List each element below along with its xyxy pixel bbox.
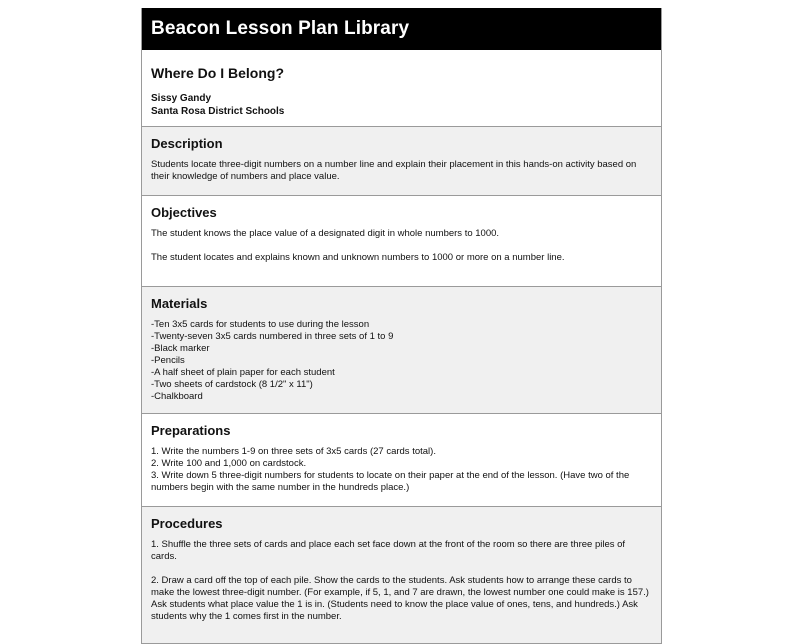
procedures-heading: Procedures <box>151 516 223 531</box>
lesson-school: Santa Rosa District Schools <box>151 106 285 117</box>
materials-item: -Chalkboard <box>151 391 203 402</box>
preparations-section <box>142 414 661 507</box>
procedures-section <box>142 507 661 644</box>
objectives-heading: Objectives <box>151 205 217 220</box>
preparation-step: 1. Write the numbers 1-9 on three sets of 3x5 cards (27 cards total). <box>151 446 436 457</box>
objective-item: The student knows the place value of a designated digit in whole numbers to 1000. <box>151 228 500 239</box>
lesson-title: Where Do I Belong? <box>151 65 284 81</box>
lesson-author: Sissy Gandy <box>151 93 212 104</box>
description-section <box>142 127 661 196</box>
library-title: Beacon Lesson Plan Library <box>151 18 410 39</box>
preparation-step: 2. Write 100 and 1,000 on cardstock. <box>151 458 307 469</box>
preparations-heading: Preparations <box>151 423 231 438</box>
materials-item: -Ten 3x5 cards for students to use during the lesson <box>151 319 370 330</box>
description-heading: Description <box>151 136 223 151</box>
procedure-step: 2. Draw a card off the top of each pile. Show the cards to the students. Ask students how to arrange these cards to make the lowest three-digit number. (For example, if 5, 1, and 7 are drawn, the lowest number one could make is 157.) Ask students what place value the 1 is in. (Students need to know the place value of ones, tens, and hundreds.) Ask students why the 1 comes first in the number. <box>151 575 649 622</box>
materials-item: -Black marker <box>151 343 210 354</box>
materials-section <box>142 287 661 414</box>
description-text: Students locate three-digit numbers on a number line and explain their placement in this hands-on activity based on their knowledge of numbers and place value. <box>151 159 637 182</box>
materials-item: -A half sheet of plain paper for each student <box>151 367 335 378</box>
materials-item: -Two sheets of cardstock (8 1/2" x 11") <box>151 379 313 390</box>
procedure-step: 1. Shuffle the three sets of cards and place each set face down at the front of the room so there are three piles of cards. <box>151 539 626 562</box>
materials-heading: Materials <box>151 296 208 311</box>
lesson-header-section <box>142 50 661 127</box>
objectives-section <box>142 196 661 287</box>
materials-list <box>151 319 652 403</box>
materials-item: -Pencils <box>151 355 185 366</box>
objective-item: The student locates and explains known and unknown numbers to 1000 or more on a number line. <box>151 252 565 263</box>
preparation-step: 3. Write down 5 three-digit numbers for students to locate on their paper at the end of the lesson. (Have two of the numbers begin with the same number in the hundreds place.) <box>151 470 630 493</box>
lesson-plan-page <box>141 8 662 644</box>
materials-item: -Twenty-seven 3x5 cards numbered in three sets of 1 to 9 <box>151 331 394 342</box>
library-banner <box>142 8 661 50</box>
